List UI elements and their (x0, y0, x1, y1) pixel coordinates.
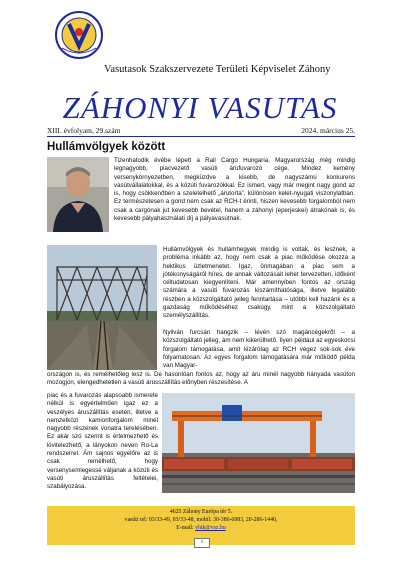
issue-date: 2024. március 25. (301, 126, 355, 135)
footer-address: 4625 Záhony Európa tér 5. (169, 509, 233, 515)
issue-row (47, 126, 355, 137)
page-number: 1 (194, 538, 210, 548)
cargo-crane-photo (162, 393, 355, 493)
article-paragraph-1: Tizenhatodik évébe lépett a Rail Cargo Hungaria, Magyarország még mindig legnagyobb, piacvezető vasúti árufuvarozó cége. Mindez kemény versenykörnyezetben, megküzdve a kisebb, de nagyszámú konkurens vasútvállalatokkal, és a közúti fuvarozókkal. Ez ismert, vagy már megint nagy gond az is, hogy csökkenőben a szeletelhető „árutorta”, különösen kelet-nyugati viszonylatban. Ez természetesen a gond nem csak az RCH-t érinti, hiszen kevesebb forgalomból nem csak a cargónak jut kevesebb bevétel, hanem a záhonyi (eperjeskei) átrakónak is, és kevesebb pályahasználati díj a pályavasútnak. (114, 157, 355, 223)
article-paragraph-2: Hullámvölgyek és hullámhegyek mindig is voltak, és lesznek, a probléma inkább az, hogy nem csak a piac működése okozza a hektikus üzletmenetet. Igaz, önmagában a piac sem a jótékonyságáról híres, de annak változásait lehet tervezetten, időként céltudatosan kiegyenlíteni. Már amennyiben fontos az ország számára a vasúti fuvarozás kiszámíthatósága, illetve legalább részben a közszolgáltató jelleg fenntartása – utóbbi kell hazánk és a gazdaság működéséhez csakúgy, mint a közszolgáltató személyszállítás. (163, 246, 355, 320)
article-paragraph-4: piac és a fuvarozás alapsoabb ismerete nélkül is egyértelműen igaz ez a veszélyes áruszállítás esetén, illetve a nemzetközi kamionforgalom minél nagyobb részének vonatra terelésében. Ez akár szó szerint is értelmezhető és kivitelezhető, a lányokon neven Ro-La rendszerrel. Ám sajnos egyelőre az is csak remélhető, hogy versenysemlegessé váljanak a közúti és vasúti áruszállítás feltételei, szabályozása. (47, 392, 158, 491)
footer-email-line (47, 524, 355, 532)
organization-name: Vasutasok Szakszervezete Területi Képviselet Záhony (104, 64, 331, 75)
footer-email-label: E-mail: (176, 525, 194, 531)
footer-phones: vasúti tel: 03/33-49, 03/33-48, mobil: 30-386-6083, 20-286-1440, (124, 517, 278, 523)
union-emblem-icon (54, 10, 104, 60)
masthead-title: ZÁHONYI VASUTAS (62, 90, 338, 125)
author-photo (47, 157, 109, 232)
article-paragraph-3-continued: országon is, és remélhetőleg lesz is. De hasonlóan fontos az, hogy az áru minél nagyobb hányada vasúton mozogjon, elengedhetetlen a vasúti árusszállítás előnyben részesítése. A (47, 371, 355, 387)
article-headline: Hullámvölgyek között (47, 141, 166, 153)
volume-label: XIII. évfolyam, 29.szám (47, 126, 121, 135)
footer-email-link[interactable]: vhtk@vsz.hu (195, 525, 226, 531)
bridge-photo (47, 245, 157, 370)
article-paragraph-3: Nyilván furcsán hangzik – lévén szó magáncégekről – a közszolgáltató jelleg, ám nem kikerülhető. Ilyen például az egyeskocsi forgalom támogatása, amit kizárólag az RCH végez sok-sok éve folyamatosan. Az egyes forgalom támogatására már működő példa van Magyar- (163, 329, 355, 370)
